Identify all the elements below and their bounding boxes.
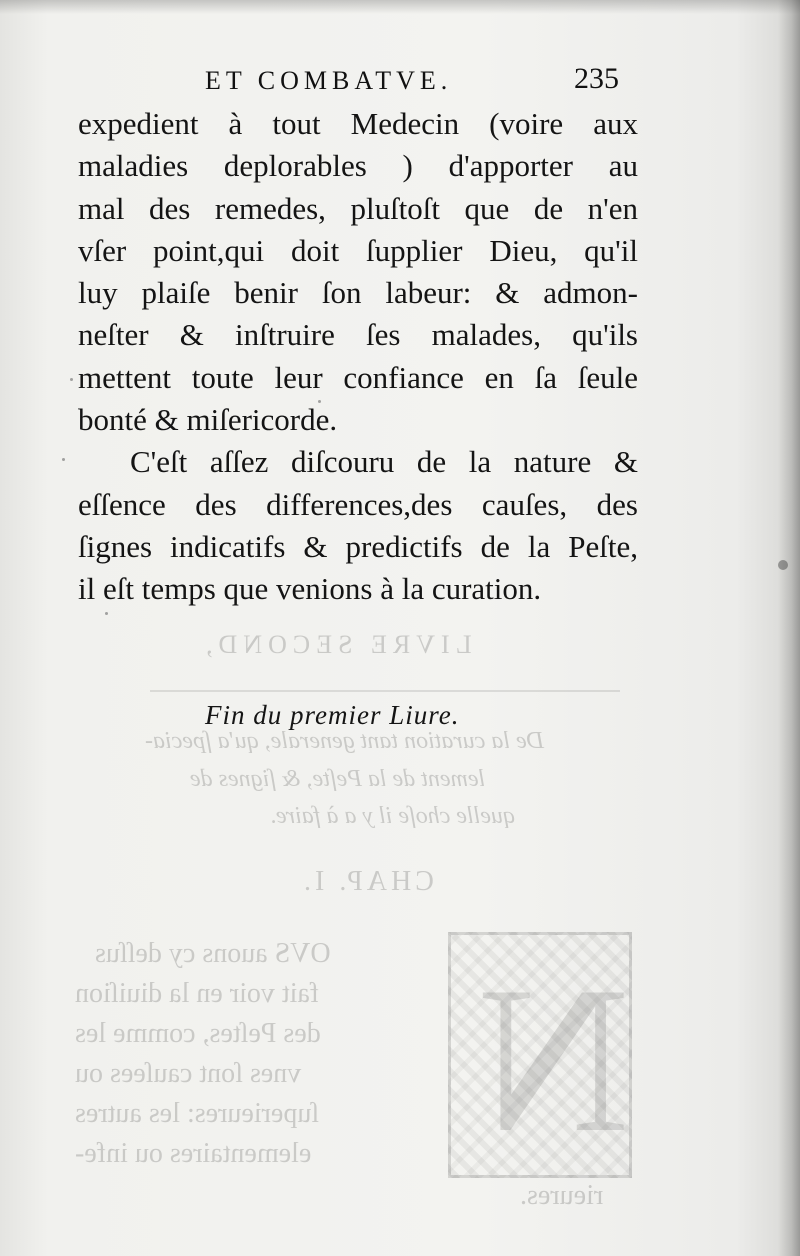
body-text (78, 103, 638, 611)
text-line: il eſt temps que venions à la curation. (78, 571, 542, 607)
show-through-subtitle-line: De la curation tant generale, qu'a ſpecia- (145, 728, 545, 754)
show-through-rule (150, 690, 620, 692)
page-number: 235 (574, 62, 619, 95)
running-title: ET COMBATVE. (205, 66, 453, 95)
text-line: expedient à tout Medecin (voire aux (78, 106, 638, 141)
text-line: neſter & inſtruire ſes malades, qu'ils (78, 317, 638, 353)
paper-speck (62, 458, 65, 461)
show-through-ornament-letter: N (478, 944, 630, 1176)
show-through-body-line: fait voir en la diuiſion (75, 978, 320, 1009)
text-line: vſer point,qui doit ſupplier Dieu, qu'il (78, 232, 638, 268)
paper-speck (70, 378, 73, 381)
text-line: maladies deplorables ) d'apporter au (78, 148, 638, 184)
show-through-body-line: vnes ſont cauſees ou (75, 1058, 302, 1089)
text-line: mal des remedes, pluſtoſt que de n'en (78, 190, 638, 226)
show-through-body-line: des Peſtes, comme les (75, 1018, 321, 1049)
text-line: ſignes indicatifs & predictifs de la Peſte, (78, 528, 638, 564)
text-line: mettent toute leur confiance en ſa ſeule (78, 359, 638, 395)
text-line: luy plaiſe benir ſon labeur: & admon- (78, 275, 638, 311)
paper-speck (778, 560, 788, 570)
show-through-ornament-frame (448, 932, 632, 1178)
colophon: Fin du premier Liure. (205, 700, 460, 730)
text-line: eſſence des differences,des cauſes, des (78, 486, 638, 522)
text-line: C'eſt aſſez diſcouru de la nature & (130, 444, 638, 480)
page-top-shadow (0, 0, 800, 14)
paper-speck (105, 612, 108, 615)
show-through-body-line: rieures. (520, 1180, 604, 1211)
show-through-body-line: ſuperieures: les autres (75, 1098, 320, 1129)
show-through-body-line: elementaires ou infe- (75, 1138, 312, 1169)
show-through-subtitle-line: quelle choſe il y a à faire. (270, 803, 516, 829)
show-through-subtitle-line: lement de la Peſte, & ſignes de (190, 766, 486, 792)
text-line: bonté & miſericorde. (78, 402, 338, 438)
show-through-body-line: OVS auons cy deſſus (95, 938, 331, 969)
running-header (0, 62, 800, 102)
show-through-chapter: CHAP. I. (300, 866, 434, 897)
show-through-heading: LIVRE SECOND, (200, 630, 472, 659)
page-gutter-shadow (778, 0, 800, 1256)
